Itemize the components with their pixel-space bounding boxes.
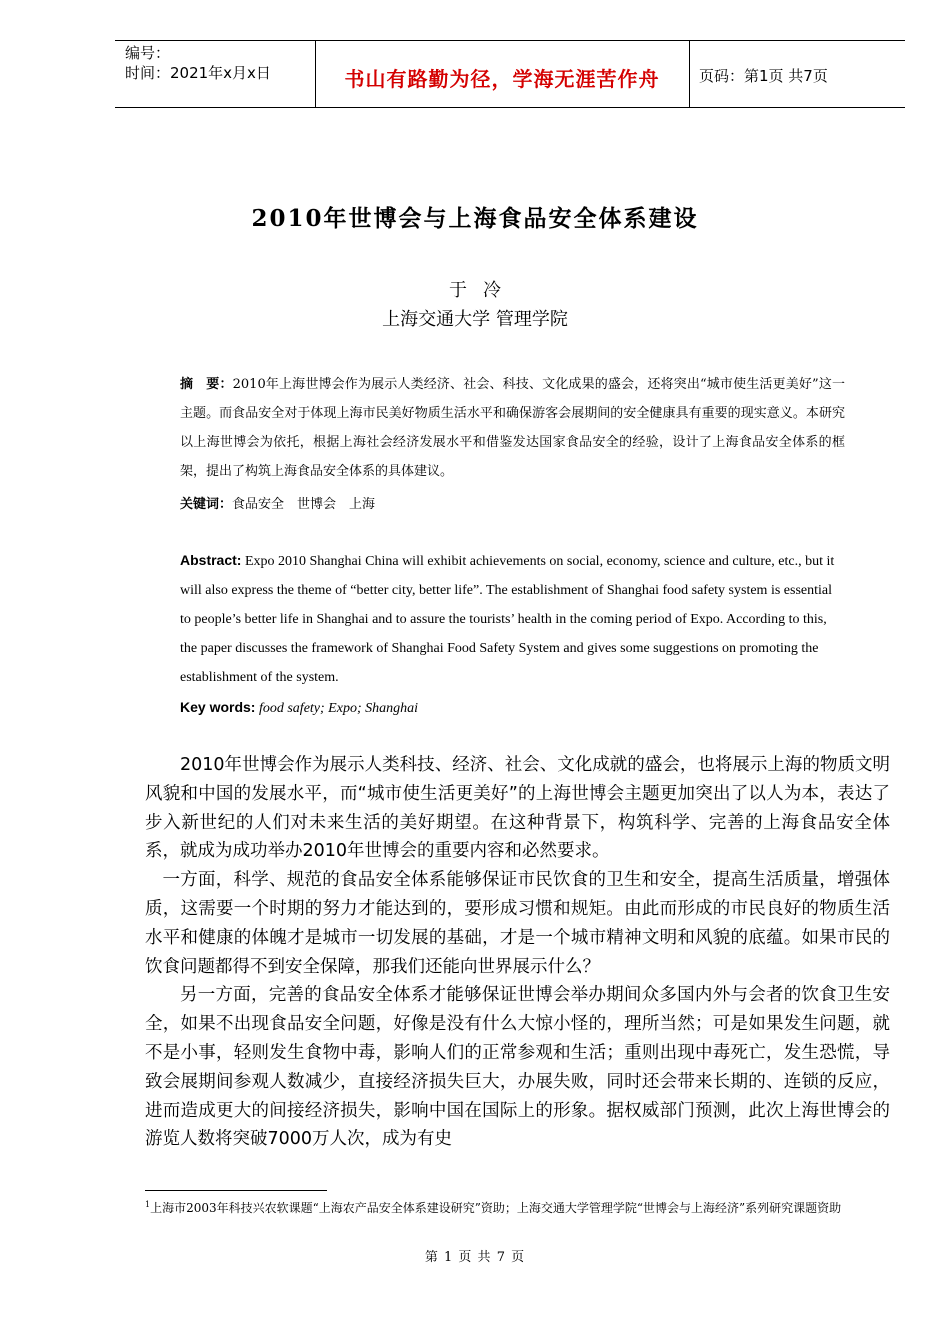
abstract-en-label: Abstract:: [180, 552, 242, 568]
keywords-cn-text: 食品安全 世博会 上海: [232, 497, 376, 512]
paper-title: 2010年世博会与上海食品安全体系建设: [251, 205, 699, 232]
header-time-label: 时间：2021年x月x日: [125, 64, 271, 82]
footnote-rule: [145, 1190, 327, 1191]
keywords-en-text: food safety; Expo; Shanghai: [255, 701, 418, 716]
body-paragraph: 一方面，科学、规范的食品安全体系能够保证市民饮食的卫生和安全，提高生活质量，增强体质，这需要一个时期的努力才能达到的，要形成习惯和规矩。由此而形成的市民良好的物质生活水平和健康的体魄才是城市一切发展的基础，才是一个城市精神文明和风貌的底蕴。如果市民的饮食问题都得不到安全保障，那我们还能向世界展示什么？: [145, 870, 890, 977]
paper-author: 于冷: [449, 280, 517, 301]
keywords-cn-label: 关键词：: [180, 497, 233, 512]
body-text: [145, 751, 890, 1154]
keywords-en: [180, 699, 418, 717]
header-divider: [689, 41, 690, 107]
footnote-text: 上海市2003年科技兴农软课题“上海农产品安全体系建设研究”资助；上海交通大学管理学院“世博会与上海经济”系列研究课题资助: [150, 1201, 842, 1215]
footnote: [145, 1196, 865, 1217]
keywords-cn: [180, 493, 375, 512]
abstract-cn-text: 2010年上海世博会作为展示人类经济、社会、科技、文化成果的盛会，还将突出“城市使生活更美好”这一主题。而食品安全对于体现上海市民美好物质生活水平和确保游客会展期间的安全健康具有重要的现实意义。本研究以上海世博会为依托，根据上海社会经济发展水平和借鉴发达国家食品安全的经验，设计了上海食品安全体系的框架，提出了构筑上海食品安全体系的具体建议。: [180, 377, 845, 479]
body-paragraph: 另一方面，完善的食品安全体系才能够保证世博会举办期间众多国内外与会者的饮食卫生安全，如果不出现食品安全问题，好像是没有什么大惊小怪的，理所当然；可是如果发生问题，就不是小事，轻则发生食物中毒，影响人们的正常参观和生活；重则出现中毒死亡，发生恐慌，导致会展期间参观人数减少，直接经济损失巨大，办展失败，同时还会带来长期的、连锁的反应，进而造成更大的间接经济损失，影响中国在国际上的形象。据权威部门预测，此次上海世博会的游览人数将突破7000万人次，成为有史: [145, 985, 890, 1150]
header-motto: 书山有路勤为径，学海无涯苦作舟: [344, 67, 660, 91]
abstract-cn: [180, 370, 845, 486]
page-number: 第 1 页 共 7 页: [424, 1250, 526, 1265]
header-number-label: 编号：: [125, 44, 171, 62]
header-meta: [125, 43, 271, 83]
body-paragraph: 2010年世博会作为展示人类科技、经济、社会、文化成就的盛会，也将展示上海的物质文明风貌和中国的发展水平，而“城市使生活更美好”的上海世博会主题更加突出了以人为本，表达了步入新世纪的人们对未来生活的美好期望。在这种背景下，构筑科学、完善的上海食品安全体系，就成为成功举办2010年世博会的重要内容和必然要求。: [145, 755, 890, 862]
keywords-en-label: Key words:: [180, 699, 256, 715]
abstract-en: [180, 546, 845, 692]
abstract-cn-label: 摘 要：: [180, 377, 233, 392]
footnote-marker: 1: [145, 1200, 151, 1209]
abstract-en-text: Expo 2010 Shanghai China will exhibit achievements on social, economy, science and culture, etc., but it will also express the theme of “better city, better life”. The establishment of Shanghai food safety system is essential to people’s better life in Shanghai and to assure the tourists’ health in the coming period of Expo. According to this, the paper discusses the framework of Shanghai Food Safety System and gives some suggestions on promoting the establishment of the system.: [180, 554, 835, 685]
paper-affiliation: 上海交通大学 管理学院: [382, 309, 568, 330]
header-page-label: 页码：第1页 共7页: [699, 67, 828, 85]
page-header: [115, 40, 905, 108]
